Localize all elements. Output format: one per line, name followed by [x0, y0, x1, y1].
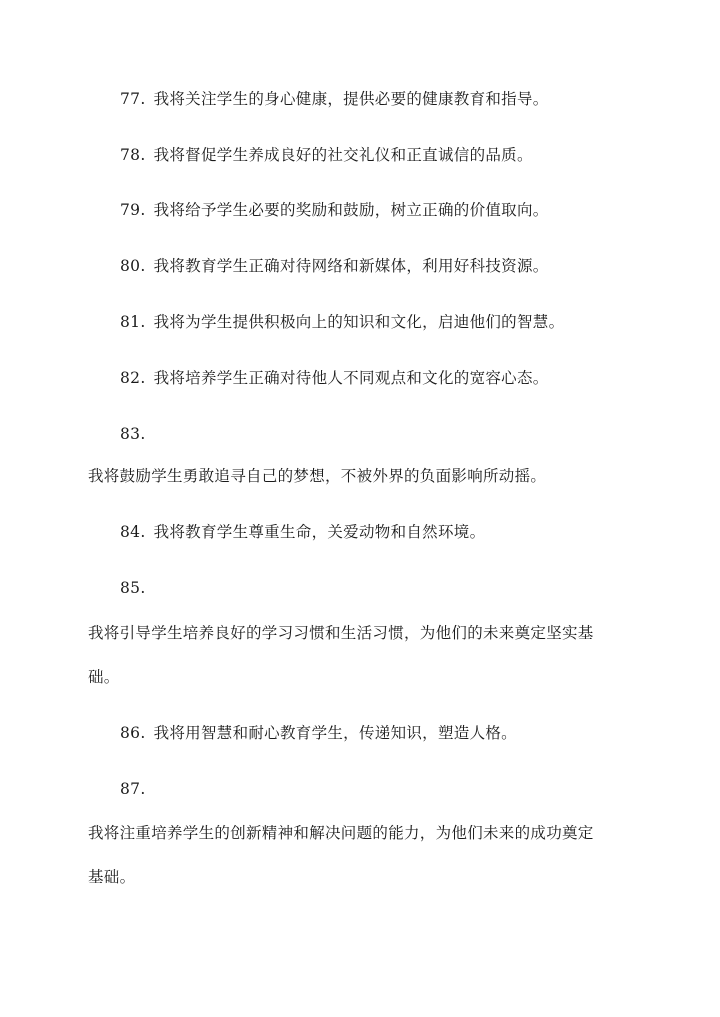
item-number: 81. — [120, 313, 146, 331]
list-item-77 — [120, 89, 549, 109]
item-number: 86. — [120, 724, 146, 742]
list-item-82 — [120, 368, 549, 388]
list-item-87-number: 87. — [120, 780, 146, 798]
list-item-85-text-line1: 我将引导学生培养良好的学习习惯和生活习惯，为他们的未来奠定坚实基 — [88, 624, 594, 642]
item-number: 84. — [120, 523, 146, 541]
list-item-85-text-line2: 础。 — [88, 668, 120, 686]
list-item-87-text-line1: 我将注重培养学生的创新精神和解决问题的能力，为他们未来的成功奠定 — [88, 824, 594, 842]
item-text: 我将教育学生尊重生命，关爱动物和自然环境。 — [153, 523, 486, 541]
item-number: 77. — [120, 90, 146, 108]
list-item-87-text-line2: 基础。 — [88, 868, 136, 886]
item-number: 78. — [120, 146, 146, 164]
item-number: 82. — [120, 369, 146, 387]
list-item-84 — [120, 522, 485, 542]
item-text: 我将为学生提供积极向上的知识和文化，启迪他们的智慧。 — [153, 313, 565, 331]
item-text: 我将教育学生正确对待网络和新媒体，利用好科技资源。 — [153, 257, 549, 275]
list-item-81 — [120, 312, 564, 332]
item-text: 我将关注学生的身心健康，提供必要的健康教育和指导。 — [153, 90, 549, 108]
list-item-85-number: 85. — [120, 579, 146, 597]
item-text: 我将培养学生正确对待他人不同观点和文化的宽容心态。 — [153, 369, 549, 387]
item-number: 80. — [120, 257, 146, 275]
item-text: 我将用智慧和耐心教育学生，传递知识，塑造人格。 — [153, 724, 517, 742]
list-item-80 — [120, 256, 549, 276]
item-number: 79. — [120, 201, 146, 219]
list-item-78 — [120, 145, 533, 165]
list-item-83-number: 83. — [120, 425, 146, 443]
list-item-83-text: 我将鼓励学生勇敢追寻自己的梦想，不被外界的负面影响所动摇。 — [88, 467, 547, 485]
list-item-86 — [120, 723, 517, 743]
item-text: 我将给予学生必要的奖励和鼓励，树立正确的价值取向。 — [153, 201, 549, 219]
item-text: 我将督促学生养成良好的社交礼仪和正直诚信的品质。 — [153, 146, 533, 164]
list-item-79 — [120, 200, 549, 220]
